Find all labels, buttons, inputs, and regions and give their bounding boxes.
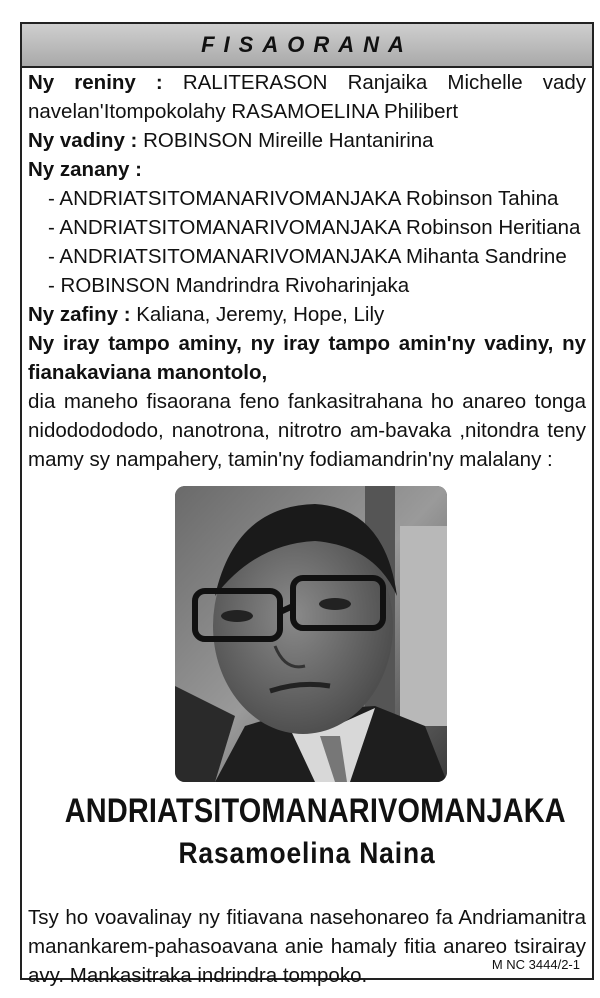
reference-code: M NC 3444/2-1: [491, 957, 580, 972]
notice-body: [28, 68, 586, 474]
child-item: - ANDRIATSITOMANARIVOMANJAKA Robinson Heritiana: [48, 216, 581, 239]
closing-text: Tsy ho voavalinay ny fitiavana nasehonareo fa Andriamanitra manankarem-pahasoavana anie hamaly fitia anareo tsirairay avy. Mankasitraka indrindra tompoko.: [28, 905, 586, 987]
portrait-photo: [175, 486, 447, 782]
notice-title: FISAORANA: [201, 32, 413, 57]
spouse-text: ROBINSON Mireille Hantanirina: [143, 129, 434, 152]
grandchildren-label: Ny zafiny :: [28, 303, 131, 326]
parents-line: [28, 68, 586, 126]
deceased-surname: ANDRIATSITOMANARIVOMANJAKA: [64, 792, 566, 830]
notice-frame: [20, 22, 594, 987]
deceased-given-name: Rasamoelina Naina: [178, 837, 436, 870]
spouse-line: [28, 126, 586, 155]
grandchildren-text: Kaliana, Jeremy, Hope, Lily: [136, 303, 385, 326]
notice-header: [22, 24, 592, 68]
parents-label: Ny reniny :: [28, 71, 163, 94]
children-label: Ny zanany :: [28, 158, 142, 181]
thanks-text: dia maneho fisaorana feno fankasitrahana ho anareo tonga nidododododo, nanotrona, nitrotro am-bavaka ,nitondra teny mamy sy nampahery, tamin'ny fodiamandrin'ny malalany :: [28, 390, 586, 471]
child-item: - ANDRIATSITOMANARIVOMANJAKA Robinson Tahina: [48, 187, 559, 210]
child-item: - ANDRIATSITOMANARIVOMANJAKA Mihanta Sandrine: [48, 245, 567, 268]
grandchildren-line: [28, 300, 586, 329]
family-line: Ny iray tampo aminy, ny iray tampo amin'ny vadiny, ny fianakaviana manontolo,: [28, 332, 586, 384]
child-item: - ROBINSON Mandrindra Rivoharinjaka: [48, 274, 410, 297]
spouse-label: Ny vadiny :: [28, 129, 138, 152]
parents-text: RALITERASON Ranjaika Michelle vady navelan'Itompokolahy RASAMOELINA Philibert: [28, 71, 586, 123]
